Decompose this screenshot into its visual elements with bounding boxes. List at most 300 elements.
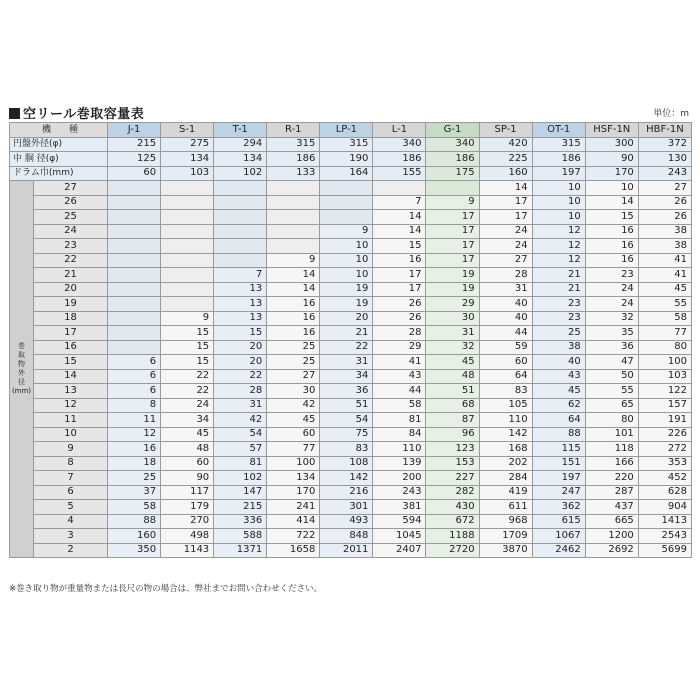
- capacity-cell: 64: [479, 369, 532, 384]
- capacity-cell: 3870: [479, 543, 532, 558]
- spec-cell: 315: [267, 137, 320, 152]
- capacity-cell: 24: [479, 224, 532, 239]
- capacity-cell: [161, 224, 214, 239]
- capacity-cell: 2462: [532, 543, 585, 558]
- spec-cell: 275: [161, 137, 214, 152]
- capacity-cell: [214, 224, 267, 239]
- capacity-cell: 2011: [320, 543, 373, 558]
- capacity-cell: 45: [426, 355, 479, 370]
- diameter-cell: 4: [34, 514, 108, 529]
- model-header-cell: G-1: [426, 123, 479, 138]
- capacity-cell: 54: [214, 427, 267, 442]
- model-header-cell: J-1: [108, 123, 161, 138]
- spec-cell: 340: [426, 137, 479, 152]
- capacity-cell: 19: [426, 268, 479, 283]
- spec-row-label: ドラム巾(mm): [10, 166, 108, 181]
- capacity-cell: [108, 224, 161, 239]
- capacity-cell: 21: [532, 282, 585, 297]
- capacity-cell: [214, 239, 267, 254]
- diameter-cell: 14: [34, 369, 108, 384]
- capacity-cell: 17: [373, 282, 426, 297]
- capacity-cell: 968: [479, 514, 532, 529]
- table-row: [10, 485, 692, 500]
- capacity-cell: 25: [108, 471, 161, 486]
- capacity-table: [9, 122, 692, 558]
- diameter-cell: 13: [34, 384, 108, 399]
- capacity-cell: 101: [585, 427, 638, 442]
- spec-cell: 186: [532, 152, 585, 167]
- capacity-cell: 84: [373, 427, 426, 442]
- capacity-cell: 2692: [585, 543, 638, 558]
- capacity-cell: 10: [320, 253, 373, 268]
- capacity-cell: 47: [585, 355, 638, 370]
- capacity-cell: 54: [320, 413, 373, 428]
- spec-cell: 125: [108, 152, 161, 167]
- title-square-icon: [9, 108, 20, 119]
- capacity-cell: 179: [161, 500, 214, 515]
- capacity-cell: 24: [479, 239, 532, 254]
- capacity-cell: 43: [373, 369, 426, 384]
- capacity-cell: 27: [638, 181, 691, 196]
- spec-cell: 134: [214, 152, 267, 167]
- table-row: [10, 355, 692, 370]
- capacity-cell: 32: [426, 340, 479, 355]
- capacity-cell: 9: [267, 253, 320, 268]
- capacity-cell: 16: [585, 253, 638, 268]
- capacity-cell: 60: [267, 427, 320, 442]
- capacity-cell: 83: [479, 384, 532, 399]
- diameter-cell: 12: [34, 398, 108, 413]
- capacity-cell: 88: [108, 514, 161, 529]
- spec-row: [10, 152, 692, 167]
- capacity-cell: 147: [214, 485, 267, 500]
- capacity-cell: 9: [320, 224, 373, 239]
- capacity-cell: 41: [373, 355, 426, 370]
- capacity-cell: 20: [214, 340, 267, 355]
- capacity-cell: 287: [585, 485, 638, 500]
- capacity-cell: 58: [638, 311, 691, 326]
- capacity-cell: 848: [320, 529, 373, 544]
- spec-cell: 300: [585, 137, 638, 152]
- capacity-cell: 16: [267, 297, 320, 312]
- capacity-cell: 35: [585, 326, 638, 341]
- capacity-cell: 17: [373, 268, 426, 283]
- capacity-cell: 142: [320, 471, 373, 486]
- capacity-cell: 37: [108, 485, 161, 500]
- capacity-cell: 43: [532, 369, 585, 384]
- capacity-cell: 29: [373, 340, 426, 355]
- table-row: [10, 413, 692, 428]
- capacity-cell: 17: [426, 224, 479, 239]
- diameter-cell: 7: [34, 471, 108, 486]
- table-row: [10, 427, 692, 442]
- capacity-cell: 284: [479, 471, 532, 486]
- capacity-cell: 123: [426, 442, 479, 457]
- capacity-cell: 12: [532, 224, 585, 239]
- capacity-cell: 16: [585, 239, 638, 254]
- capacity-cell: 75: [320, 427, 373, 442]
- spec-cell: 372: [638, 137, 691, 152]
- capacity-cell: 83: [320, 442, 373, 457]
- spec-cell: 340: [373, 137, 426, 152]
- capacity-cell: 2543: [638, 529, 691, 544]
- vertical-label-char: 物: [18, 360, 25, 368]
- capacity-cell: 498: [161, 529, 214, 544]
- capacity-cell: 1067: [532, 529, 585, 544]
- vertical-label-char: 外: [18, 369, 25, 377]
- capacity-cell: 22: [161, 369, 214, 384]
- model-header-cell: LP-1: [320, 123, 373, 138]
- capacity-cell: 31: [426, 326, 479, 341]
- spec-row: [10, 166, 692, 181]
- capacity-cell: 19: [320, 282, 373, 297]
- model-header-cell: L-1: [373, 123, 426, 138]
- capacity-cell: [108, 181, 161, 196]
- capacity-cell: 17: [426, 253, 479, 268]
- spec-cell: 155: [373, 166, 426, 181]
- capacity-cell: 60: [479, 355, 532, 370]
- spec-cell: 164: [320, 166, 373, 181]
- capacity-cell: 157: [638, 398, 691, 413]
- capacity-cell: 118: [585, 442, 638, 457]
- diameter-cell: 5: [34, 500, 108, 515]
- capacity-cell: [108, 195, 161, 210]
- capacity-cell: 26: [638, 210, 691, 225]
- table-header: [10, 123, 692, 138]
- spec-cell: 160: [479, 166, 532, 181]
- capacity-cell: 430: [426, 500, 479, 515]
- capacity-cell: 24: [585, 297, 638, 312]
- diameter-cell: 23: [34, 239, 108, 254]
- capacity-cell: 22: [161, 384, 214, 399]
- spec-cell: 175: [426, 166, 479, 181]
- capacity-cell: 23: [532, 311, 585, 326]
- capacity-cell: 16: [585, 224, 638, 239]
- capacity-cell: [267, 195, 320, 210]
- capacity-cell: 381: [373, 500, 426, 515]
- capacity-cell: 2720: [426, 543, 479, 558]
- capacity-cell: 16: [267, 311, 320, 326]
- capacity-cell: 247: [532, 485, 585, 500]
- capacity-cell: 12: [532, 253, 585, 268]
- capacity-cell: 353: [638, 456, 691, 471]
- capacity-cell: 15: [373, 239, 426, 254]
- capacity-cell: 14: [373, 224, 426, 239]
- table-row: [10, 442, 692, 457]
- capacity-cell: 191: [638, 413, 691, 428]
- capacity-cell: [267, 224, 320, 239]
- capacity-cell: 14: [267, 268, 320, 283]
- capacity-cell: 31: [214, 398, 267, 413]
- footnote: ※巻き取り物が重量物または長尺の物の場合は、弊社までお問い合わせください。: [9, 584, 323, 594]
- capacity-cell: 44: [479, 326, 532, 341]
- model-corner-label: 機 種: [10, 123, 108, 138]
- capacity-cell: 40: [479, 297, 532, 312]
- capacity-cell: 36: [320, 384, 373, 399]
- capacity-cell: 29: [426, 297, 479, 312]
- capacity-cell: 110: [479, 413, 532, 428]
- spec-row-label: 円盤外径(φ): [10, 137, 108, 152]
- spec-cell: 186: [426, 152, 479, 167]
- capacity-cell: 14: [585, 195, 638, 210]
- capacity-cell: 24: [585, 282, 638, 297]
- capacity-cell: 22: [214, 369, 267, 384]
- capacity-cell: 27: [267, 369, 320, 384]
- capacity-cell: 100: [267, 456, 320, 471]
- capacity-cell: 16: [373, 253, 426, 268]
- spec-rows: [10, 137, 692, 181]
- capacity-cell: 1709: [479, 529, 532, 544]
- vertical-axis-label: [10, 181, 34, 558]
- capacity-cell: [214, 210, 267, 225]
- spec-cell: 315: [320, 137, 373, 152]
- diameter-cell: 15: [34, 355, 108, 370]
- spec-cell: 243: [638, 166, 691, 181]
- capacity-cell: 202: [479, 456, 532, 471]
- diameter-cell: 3: [34, 529, 108, 544]
- capacity-cell: 23: [585, 268, 638, 283]
- capacity-cell: 41: [638, 268, 691, 283]
- capacity-cell: 36: [585, 340, 638, 355]
- table-row: [10, 398, 692, 413]
- capacity-cell: 282: [426, 485, 479, 500]
- diameter-cell: 8: [34, 456, 108, 471]
- capacity-cell: 17: [479, 210, 532, 225]
- capacity-cell: 48: [426, 369, 479, 384]
- diameter-cell: 22: [34, 253, 108, 268]
- capacity-cell: [108, 210, 161, 225]
- capacity-cell: 8: [108, 398, 161, 413]
- capacity-cell: 64: [532, 413, 585, 428]
- capacity-cell: 227: [426, 471, 479, 486]
- capacity-cell: 10: [585, 181, 638, 196]
- capacity-cell: 110: [373, 442, 426, 457]
- capacity-cell: 1188: [426, 529, 479, 544]
- diameter-cell: 16: [34, 340, 108, 355]
- capacity-cell: 59: [479, 340, 532, 355]
- capacity-cell: 20: [320, 311, 373, 326]
- vertical-label-char: 径: [18, 378, 25, 386]
- capacity-cell: [320, 195, 373, 210]
- capacity-cell: 51: [320, 398, 373, 413]
- capacity-cell: [161, 181, 214, 196]
- capacity-cell: [320, 210, 373, 225]
- capacity-cell: [161, 297, 214, 312]
- capacity-cell: 166: [585, 456, 638, 471]
- table-row: [10, 340, 692, 355]
- capacity-cell: 28: [373, 326, 426, 341]
- capacity-cell: 15: [214, 326, 267, 341]
- capacity-cell: 336: [214, 514, 267, 529]
- model-header-cell: SP-1: [479, 123, 532, 138]
- capacity-cell: [161, 239, 214, 254]
- capacity-cell: 65: [585, 398, 638, 413]
- capacity-cell: 414: [267, 514, 320, 529]
- capacity-cell: 25: [267, 340, 320, 355]
- capacity-cell: 215: [214, 500, 267, 515]
- capacity-cell: 45: [161, 427, 214, 442]
- capacity-cell: 87: [426, 413, 479, 428]
- diameter-cell: 11: [34, 413, 108, 428]
- capacity-cell: 45: [638, 282, 691, 297]
- capacity-cell: 48: [161, 442, 214, 457]
- capacity-cell: 34: [320, 369, 373, 384]
- capacity-cell: 14: [267, 282, 320, 297]
- capacity-cell: 437: [585, 500, 638, 515]
- capacity-cell: 270: [161, 514, 214, 529]
- capacity-cell: [267, 210, 320, 225]
- vertical-label-char: 取: [18, 351, 25, 359]
- capacity-cell: 1658: [267, 543, 320, 558]
- capacity-cell: 25: [532, 326, 585, 341]
- capacity-cell: 216: [320, 485, 373, 500]
- capacity-cell: 272: [638, 442, 691, 457]
- capacity-cell: 197: [532, 471, 585, 486]
- capacity-cell: 105: [479, 398, 532, 413]
- capacity-cell: 200: [373, 471, 426, 486]
- capacity-cell: [214, 181, 267, 196]
- spec-cell: 102: [214, 166, 267, 181]
- capacity-cell: 241: [267, 500, 320, 515]
- capacity-cell: 103: [638, 369, 691, 384]
- table-row: [10, 514, 692, 529]
- capacity-cell: 10: [532, 195, 585, 210]
- capacity-cell: 115: [532, 442, 585, 457]
- capacity-cell: 588: [214, 529, 267, 544]
- capacity-cell: 10: [532, 210, 585, 225]
- capacity-cell: 10: [320, 239, 373, 254]
- capacity-cell: 27: [479, 253, 532, 268]
- spec-cell: 190: [320, 152, 373, 167]
- diameter-cell: 2: [34, 543, 108, 558]
- table-row: [10, 500, 692, 515]
- capacity-cell: 243: [373, 485, 426, 500]
- table-row: [10, 297, 692, 312]
- capacity-cell: 16: [267, 326, 320, 341]
- capacity-cell: 88: [532, 427, 585, 442]
- capacity-cell: 13: [214, 311, 267, 326]
- capacity-cell: [161, 195, 214, 210]
- capacity-cell: [108, 268, 161, 283]
- capacity-cell: 1045: [373, 529, 426, 544]
- capacity-cell: 17: [426, 239, 479, 254]
- capacity-cell: 628: [638, 485, 691, 500]
- capacity-cell: 15: [161, 326, 214, 341]
- capacity-cell: 12: [108, 427, 161, 442]
- capacity-cell: 45: [532, 384, 585, 399]
- capacity-cell: 220: [585, 471, 638, 486]
- diameter-cell: 9: [34, 442, 108, 457]
- capacity-cell: [267, 181, 320, 196]
- capacity-cell: 77: [638, 326, 691, 341]
- model-header-cell: R-1: [267, 123, 320, 138]
- capacity-cell: [161, 253, 214, 268]
- spec-cell: 225: [479, 152, 532, 167]
- capacity-cell: 350: [108, 543, 161, 558]
- capacity-cell: [214, 253, 267, 268]
- capacity-cell: 25: [267, 355, 320, 370]
- table-row: [10, 210, 692, 225]
- capacity-cell: 21: [532, 268, 585, 283]
- model-header-cell: S-1: [161, 123, 214, 138]
- capacity-cell: 665: [585, 514, 638, 529]
- table-row: [10, 181, 692, 196]
- capacity-cell: 15: [161, 355, 214, 370]
- spec-cell: 215: [108, 137, 161, 152]
- capacity-cell: 40: [479, 311, 532, 326]
- diameter-cell: 6: [34, 485, 108, 500]
- capacity-cell: 6: [108, 384, 161, 399]
- capacity-cell: 34: [161, 413, 214, 428]
- capacity-cell: 26: [373, 311, 426, 326]
- table-row: [10, 471, 692, 486]
- table-row: [10, 456, 692, 471]
- capacity-cell: 493: [320, 514, 373, 529]
- diameter-cell: 10: [34, 427, 108, 442]
- spec-cell: 133: [267, 166, 320, 181]
- capacity-cell: 7: [214, 268, 267, 283]
- capacity-cell: 58: [373, 398, 426, 413]
- capacity-cell: 14: [373, 210, 426, 225]
- capacity-cell: 30: [426, 311, 479, 326]
- diameter-cell: 17: [34, 326, 108, 341]
- table-row: [10, 384, 692, 399]
- capacity-cell: 615: [532, 514, 585, 529]
- capacity-cell: 170: [267, 485, 320, 500]
- diameter-cell: 20: [34, 282, 108, 297]
- spec-cell: 103: [161, 166, 214, 181]
- capacity-cell: 9: [426, 195, 479, 210]
- capacity-cell: 1200: [585, 529, 638, 544]
- capacity-cell: 30: [267, 384, 320, 399]
- capacity-cell: 68: [426, 398, 479, 413]
- capacity-cell: 100: [638, 355, 691, 370]
- spec-cell: 186: [267, 152, 320, 167]
- capacity-cell: 594: [373, 514, 426, 529]
- capacity-cell: 108: [320, 456, 373, 471]
- capacity-cell: 81: [373, 413, 426, 428]
- diameter-cell: 19: [34, 297, 108, 312]
- table-row: [10, 239, 692, 254]
- capacity-cell: 90: [161, 471, 214, 486]
- capacity-cell: 57: [214, 442, 267, 457]
- capacity-cell: 26: [373, 297, 426, 312]
- capacity-cell: 362: [532, 500, 585, 515]
- capacity-cell: 419: [479, 485, 532, 500]
- spec-cell: 170: [585, 166, 638, 181]
- spec-cell: 186: [373, 152, 426, 167]
- capacity-cell: 122: [638, 384, 691, 399]
- capacity-cell: 14: [479, 181, 532, 196]
- capacity-cell: 18: [108, 456, 161, 471]
- model-header-cell: T-1: [214, 123, 267, 138]
- spec-cell: 197: [532, 166, 585, 181]
- capacity-cell: 15: [161, 340, 214, 355]
- table-row: [10, 195, 692, 210]
- capacity-cell: [108, 282, 161, 297]
- spec-cell: 60: [108, 166, 161, 181]
- capacity-cell: 452: [638, 471, 691, 486]
- spec-cell: 294: [214, 137, 267, 152]
- diameter-cell: 25: [34, 210, 108, 225]
- table-row: [10, 268, 692, 283]
- capacity-cell: 42: [214, 413, 267, 428]
- capacity-cell: 6: [108, 369, 161, 384]
- table-row: [10, 326, 692, 341]
- capacity-cell: 38: [532, 340, 585, 355]
- spec-row-label: 中 胴 径(φ): [10, 152, 108, 167]
- table-row: [10, 543, 692, 558]
